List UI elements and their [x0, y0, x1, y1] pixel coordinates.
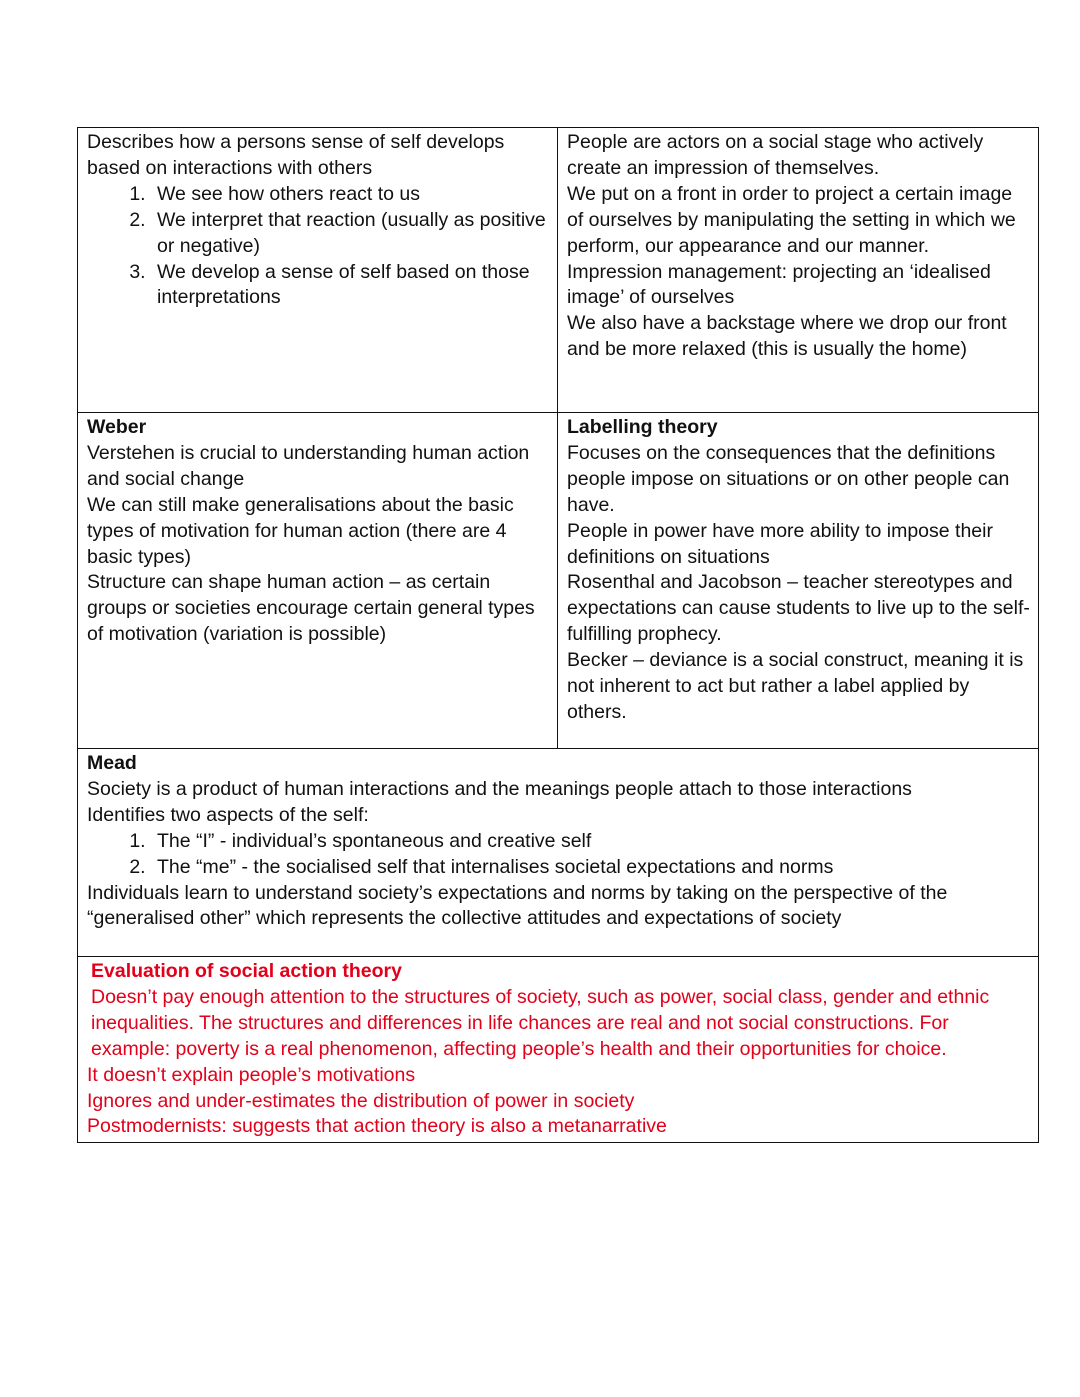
weber-cell: [78, 413, 558, 749]
cell-text: Focuses on the consequences that the definitions people impose on situations or on other people can have.: [567, 441, 1010, 516]
table-row: [78, 957, 1039, 1143]
cell-text: Structure can shape human action – as certain groups or societies encourage certain general types of motivation (variation is possible): [87, 571, 535, 646]
section-heading: Mead: [87, 752, 137, 774]
cell-text: Identifies two aspects of the self:: [87, 803, 369, 826]
list-item: 1. We see how others react to us: [151, 182, 549, 208]
table-row: [78, 413, 1039, 749]
cell-text: It doesn’t explain people’s motivations: [87, 1063, 416, 1086]
table-row: [78, 749, 1039, 957]
cell-text: People are actors on a social stage who actively create an impression of themselves.: [567, 131, 984, 179]
list-item: 1. The “I” - individual’s spontaneous and creative self: [151, 829, 1030, 855]
cell-text: We also have a backstage where we drop our front and be more relaxed (this is usually the home): [567, 312, 1007, 361]
cell-text: Ignores and under-estimates the distribution of power in society: [87, 1089, 635, 1112]
cell-text: Individuals learn to understand society’s expectations and norms by taking on the perspective of the “generalised other” which represents the collective attitudes and expectations of society: [87, 881, 948, 930]
cell-text: Becker – deviance is a social construct, meaning it is not inherent to act but rather a label applied by others.: [567, 649, 1024, 723]
table-row: [78, 128, 1039, 413]
list-item: 2. We interpret that reaction (usually as positive or negative): [151, 208, 549, 260]
cell-text: Impression management: projecting an ‘idealised image’ of ourselves: [567, 260, 991, 309]
mead-cell: [78, 749, 1039, 957]
section-heading: Weber: [87, 416, 147, 438]
section-heading: Labelling theory: [567, 416, 718, 438]
notes-table: [77, 127, 1039, 1143]
cell-text: People in power have more ability to impose their definitions on situations: [567, 519, 993, 568]
cell-text: Rosenthal and Jacobson – teacher stereotypes and expectations can cause students to live up to the self-fulfilling prophecy.: [567, 571, 1030, 646]
cell-text: Verstehen is crucial to understanding human action and social change: [87, 441, 530, 490]
list-item: 3. We develop a sense of self based on those interpretations: [151, 260, 549, 312]
numbered-list: [87, 829, 1030, 881]
cell-text: Doesn’t pay enough attention to the structures of society, such as power, social class, gender and ethnic inequalities. The structures and differences in life chances are real and not social constructions. For example: poverty is a real phenomenon, affecting people’s health and their opportunities for choice.: [91, 985, 990, 1060]
list-item: 2. The “me” - the socialised self that internalises societal expectations and norms: [151, 855, 1030, 881]
cell-text: Postmodernists: suggests that action theory is also a metanarrative: [87, 1115, 667, 1138]
dramaturgy-cell: [558, 128, 1039, 413]
cell-text: Society is a product of human interactions and the meanings people attach to those interactions: [87, 777, 912, 800]
cell-text: Describes how a persons sense of self develops: [87, 131, 505, 153]
cell-text: We can still make generalisations about the basic types of motivation for human action (there are 4 basic types): [87, 493, 514, 568]
numbered-list: [87, 182, 549, 312]
cell-text: based on interactions with others: [87, 156, 373, 179]
looking-glass-self-cell: [78, 128, 558, 413]
section-heading: Evaluation of social action theory: [91, 960, 402, 982]
labelling-theory-cell: [558, 413, 1039, 749]
evaluation-cell: [78, 957, 1039, 1143]
cell-text: We put on a front in order to project a certain image of ourselves by manipulating the setting in which we perform, our appearance and our manner.: [567, 182, 1016, 257]
